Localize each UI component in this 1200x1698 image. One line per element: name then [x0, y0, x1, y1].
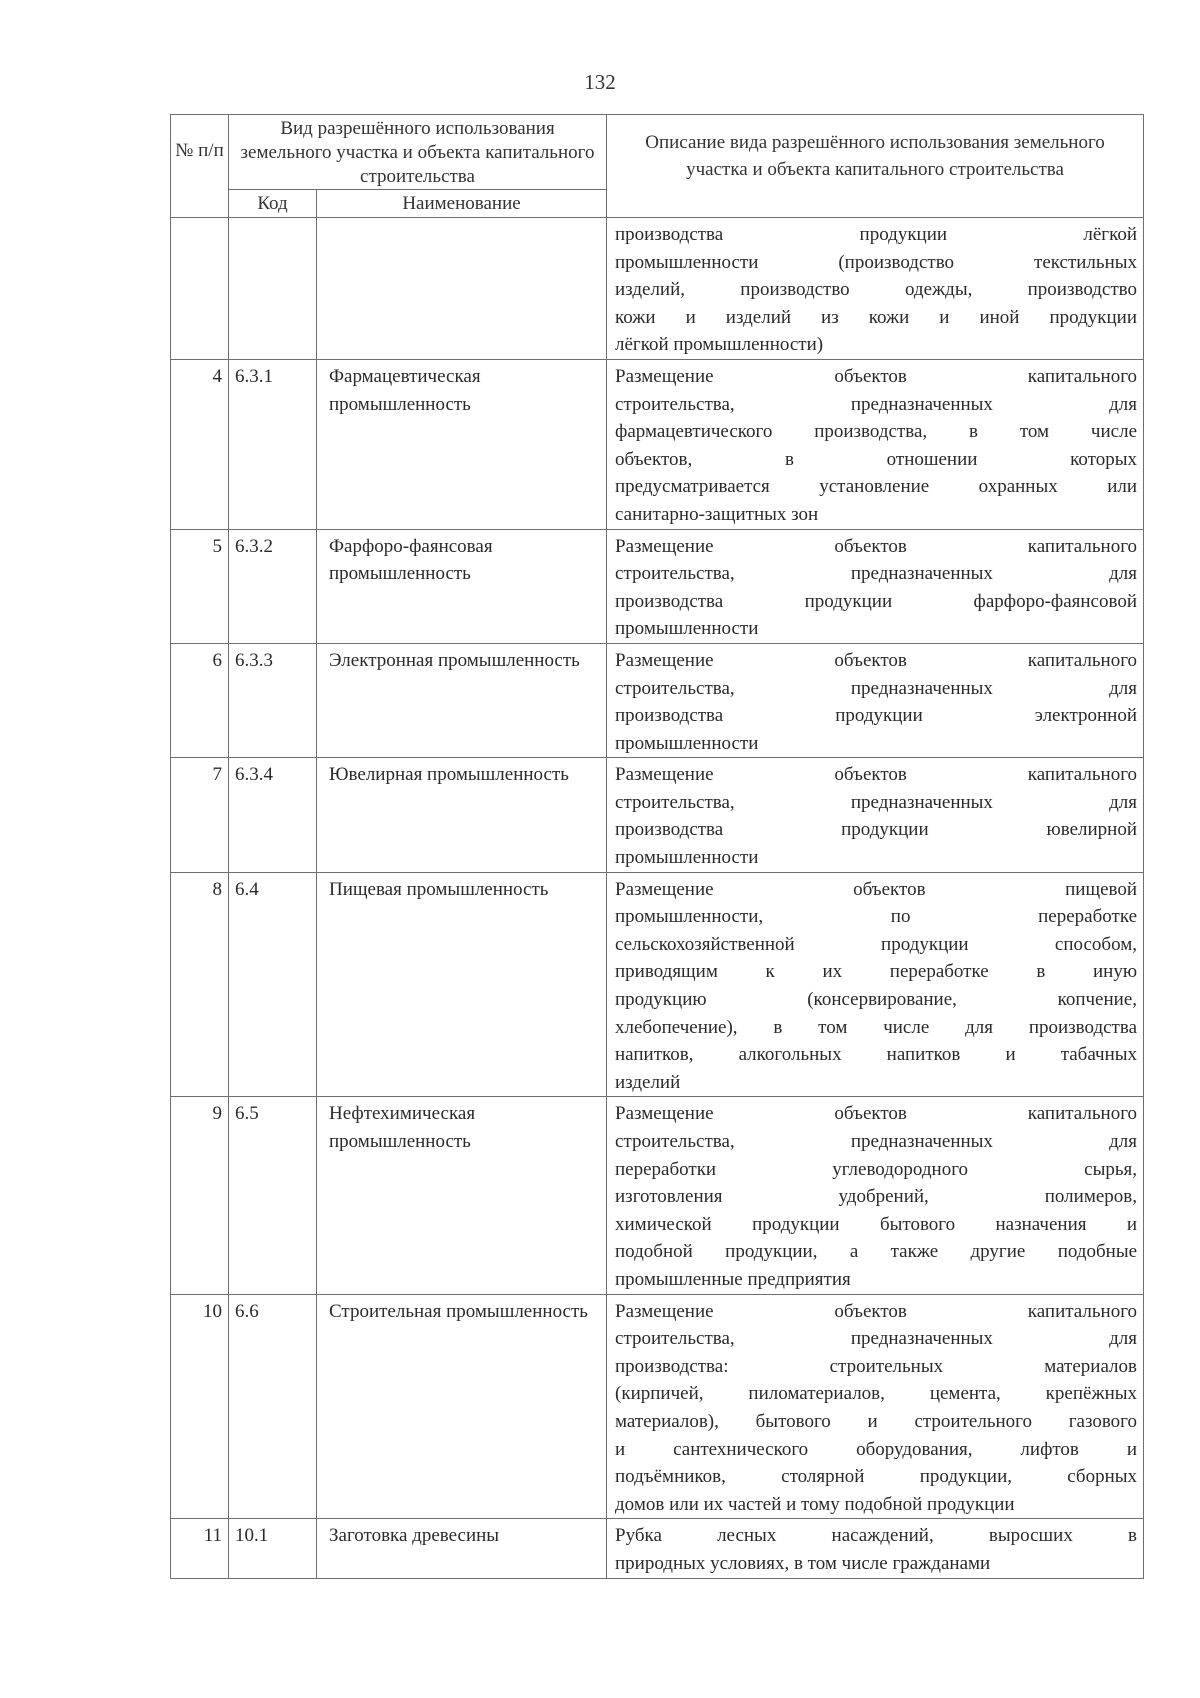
- description-line: и сантехнического оборудования, лифтов и: [615, 1438, 1138, 1460]
- row-number: 7: [171, 758, 229, 872]
- description-line: производства продукции фарфоро-фаянсовой: [615, 590, 1138, 612]
- row-number: 6: [171, 643, 229, 757]
- description-line: предусматривается установление охранных или: [615, 476, 1138, 498]
- description-line: Размещение объектов пищевой: [615, 878, 1138, 900]
- description-line: Размещение объектов капитального: [615, 1103, 1138, 1125]
- description-line: объектов, в отношении которых: [615, 448, 1138, 470]
- row-name: Пищевая промышленность: [317, 872, 607, 1097]
- row-name: Электронная промышленность: [317, 643, 607, 757]
- row-code: 6.3.3: [229, 643, 317, 757]
- description-line: промышленности: [615, 732, 759, 754]
- land-use-table: [170, 114, 1144, 1579]
- description-line: промышленные предприятия: [615, 1268, 851, 1290]
- table-row: [171, 529, 1144, 643]
- description-line: строительства, предназначенных для: [615, 791, 1138, 813]
- row-code: [229, 218, 317, 360]
- description-line: производства продукции лёгкой: [615, 224, 1138, 245]
- header-code: Код: [229, 190, 317, 218]
- description-line: строительства, предназначенных для: [615, 563, 1138, 585]
- row-code: 6.5: [229, 1097, 317, 1294]
- row-number: [171, 218, 229, 360]
- description-line: промышленности (производство текстильных: [615, 251, 1138, 273]
- description-line: переработки углеводородного сырья,: [615, 1158, 1138, 1180]
- description-line: продукцию (консервирование, копчение,: [615, 989, 1138, 1011]
- row-description: [607, 218, 1144, 360]
- row-name: Фарфоро-фаянсовая промышленность: [317, 529, 607, 643]
- row-number: 4: [171, 359, 229, 529]
- header-description: Описание вида разрешённого использования земельного участка и объекта капитального строительства: [607, 115, 1144, 218]
- table-row: [171, 1097, 1144, 1294]
- description-line: сельскохозяйственной продукции способом,: [615, 933, 1138, 955]
- description-line: производства продукции ювелирной: [615, 819, 1138, 841]
- description-line: производства: строительных материалов: [615, 1355, 1138, 1377]
- description-line: строительства, предназначенных для: [615, 677, 1138, 699]
- row-code: 6.4: [229, 872, 317, 1097]
- table-row: [171, 1294, 1144, 1519]
- table-row: [171, 643, 1144, 757]
- row-description: [607, 1294, 1144, 1519]
- row-description: [607, 1519, 1144, 1578]
- row-number: 8: [171, 872, 229, 1097]
- row-code: 6.3.2: [229, 529, 317, 643]
- table-row: [171, 359, 1144, 529]
- description-line: промышленности: [615, 847, 759, 869]
- description-line: изделий: [615, 1071, 681, 1093]
- row-name: Нефтехимическая промышленность: [317, 1097, 607, 1294]
- row-description: [607, 643, 1144, 757]
- description-line: (кирпичей, пиломатериалов, цемента, крепёжных: [615, 1383, 1138, 1405]
- description-line: Размещение объектов капитального: [615, 764, 1138, 786]
- description-line: лёгкой промышленности): [615, 334, 824, 356]
- row-description: [607, 359, 1144, 529]
- row-code: 6.6: [229, 1294, 317, 1519]
- description-line: строительства, предназначенных для: [615, 393, 1138, 415]
- description-line: хлебопечение), в том числе для производства: [615, 1016, 1138, 1038]
- description-line: природных условиях, в том числе гражданами: [615, 1552, 991, 1574]
- description-line: Размещение объектов капитального: [615, 365, 1138, 387]
- header-number: № п/п: [171, 115, 229, 218]
- table-row: [171, 1519, 1144, 1578]
- row-number: 11: [171, 1519, 229, 1578]
- header-land-use-type: Вид разрешённого использования земельного участка и объекта капитального строительства: [229, 115, 607, 190]
- description-line: Размещение объектов капитального: [615, 649, 1138, 671]
- row-name: [317, 218, 607, 360]
- row-description: [607, 529, 1144, 643]
- page-number: 132: [584, 70, 616, 94]
- table-row: [171, 218, 1144, 360]
- description-line: Размещение объектов капитального: [615, 1300, 1138, 1322]
- row-number: 5: [171, 529, 229, 643]
- description-line: промышленности: [615, 618, 759, 640]
- description-line: подобной продукции, а также другие подобные: [615, 1241, 1138, 1263]
- row-description: [607, 1097, 1144, 1294]
- row-code: 6.3.4: [229, 758, 317, 872]
- description-line: санитарно-защитных зон: [615, 503, 819, 525]
- table-header-row: [171, 115, 1144, 190]
- table-body: [171, 218, 1144, 1579]
- description-line: Размещение объектов капитального: [615, 535, 1138, 557]
- row-description: [607, 758, 1144, 872]
- row-code: 6.3.1: [229, 359, 317, 529]
- header-name: Наименование: [317, 190, 607, 218]
- row-name: Фармацевтическая промышленность: [317, 359, 607, 529]
- description-line: химической продукции бытового назначения и: [615, 1213, 1138, 1235]
- row-number: 9: [171, 1097, 229, 1294]
- description-line: изготовления удобрений, полимеров,: [615, 1186, 1138, 1208]
- row-name: Заготовка древесины: [317, 1519, 607, 1578]
- description-line: фармацевтического производства, в том числе: [615, 421, 1138, 443]
- description-line: изделий, производство одежды, производство: [615, 279, 1138, 301]
- description-line: промышленности, по переработке: [615, 906, 1138, 928]
- row-name: Строительная промышленность: [317, 1294, 607, 1519]
- description-line: домов или их частей и тому подобной продукции: [615, 1493, 1015, 1515]
- description-line: строительства, предназначенных для: [615, 1328, 1138, 1350]
- table-row: [171, 758, 1144, 872]
- description-line: строительства, предназначенных для: [615, 1131, 1138, 1152]
- row-description: [607, 872, 1144, 1097]
- row-name: Ювелирная промышленность: [317, 758, 607, 872]
- description-line: напитков, алкогольных напитков и табачных: [615, 1044, 1138, 1066]
- description-line: кожи и изделий из кожи и иной продукции: [615, 306, 1138, 328]
- description-line: производства продукции электронной: [615, 705, 1138, 727]
- description-line: подъёмников, столярной продукции, сборных: [615, 1466, 1138, 1488]
- row-number: 10: [171, 1294, 229, 1519]
- description-line: материалов), бытового и строительного газового: [615, 1410, 1138, 1432]
- table-row: [171, 872, 1144, 1097]
- row-code: 10.1: [229, 1519, 317, 1578]
- description-line: Рубка лесных насаждений, выросших в: [615, 1525, 1138, 1547]
- description-line: приводящим к их переработке в иную: [615, 961, 1138, 983]
